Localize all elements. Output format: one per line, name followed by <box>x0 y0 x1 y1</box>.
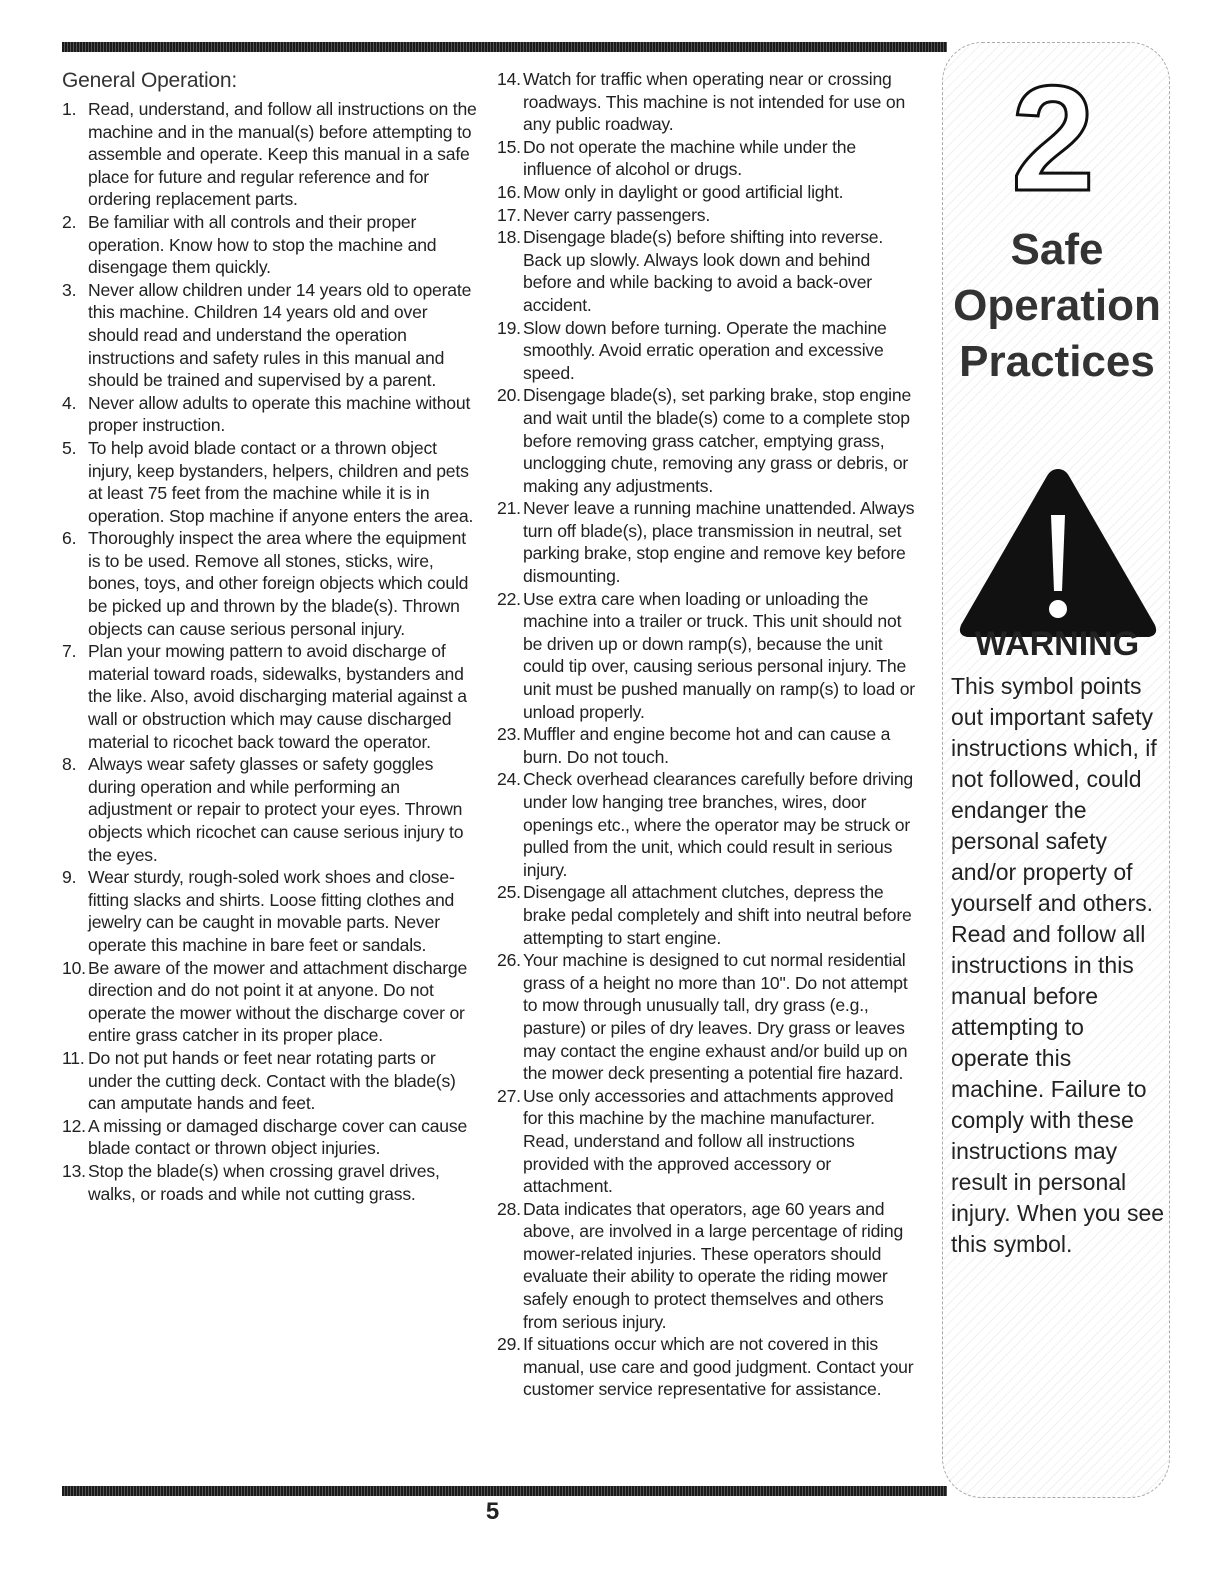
item-text: Data indicates that operators, age 60 years and above, are involved in a large percentage of riding mower-related injuries. These operators should evaluate their ability to operate the riding mower safely enough to protect themselves and others from serious injury. <box>523 1198 904 1332</box>
list-item <box>497 723 915 768</box>
item-number: 27. <box>497 1085 521 1106</box>
list-item <box>62 640 482 753</box>
item-number: 3. <box>62 279 77 300</box>
item-text: If situations occur which are not covered in this manual, use care and good judgment. Contact your customer service representative for assistance. <box>523 1334 914 1400</box>
list-item <box>62 211 482 279</box>
item-text: Be aware of the mower and attachment discharge direction and do not point it at anyone. Do not operate the mower without the discharge cover or entire grass catcher in its proper place. <box>88 957 468 1046</box>
item-number: 21. <box>497 498 521 519</box>
item-number: 25. <box>497 882 521 903</box>
list-item <box>497 1198 915 1334</box>
item-number: 2. <box>62 211 77 232</box>
item-text: Muffler and engine become hot and can cause a burn. Do not touch. <box>523 724 891 767</box>
item-number: 11. <box>62 1047 85 1068</box>
list-item <box>497 68 915 136</box>
list-item <box>62 1115 482 1160</box>
item-number: 5. <box>62 437 77 458</box>
item-number: 15. <box>497 136 521 157</box>
item-text: Mow only in daylight or good artificial light. <box>523 181 844 202</box>
item-number: 9. <box>62 867 77 888</box>
item-number: 26. <box>497 950 521 971</box>
item-text: Your machine is designed to cut normal residential grass of a height no more than 10". Do not attempt to mow through unusually tall, dry grass (e.g., pasture) or piles of dry leaves. Dry grass or leaves may contact the engine exhaust and/or build up on the mower deck presenting a potential fire hazard. <box>523 950 908 1084</box>
item-text: Be familiar with all controls and their proper operation. Know how to stop the machine and disengage them quickly. <box>88 211 437 278</box>
item-text: Read, understand, and follow all instructions on the machine and in the manual(s) before attempting to assemble and operate. Keep this manual in a safe place for future and regular reference and for ordering replacement parts. <box>88 99 477 210</box>
warning-text: This symbol points out important safety instructions which, if not followed, could endanger the personal safety and/or property of yourself and others. Read and follow all instructions in this manual before attempting to operate this machine. Failure to comply with these instructions may result in personal injury. When you see this symbol. <box>951 673 1165 1257</box>
list-item <box>497 317 915 385</box>
item-number: 12. <box>62 1115 86 1136</box>
item-text: Never allow children under 14 years old to operate this machine. Children 14 years old and over should read and understand the operation instructions and safety rules in this manual and should be trained and supervised by a parent. <box>88 279 472 391</box>
item-number: 16. <box>497 181 521 202</box>
item-number: 18. <box>497 227 521 248</box>
list-item <box>497 136 915 181</box>
item-text: Watch for traffic when operating near or crossing roadways. This machine is not intended for use on any public roadway. <box>523 69 906 135</box>
list-item <box>497 497 915 587</box>
list-item <box>497 1085 915 1198</box>
instruction-list-right <box>497 68 915 1401</box>
chapter-title-line3: Practices <box>959 337 1155 386</box>
item-text: Disengage all attachment clutches, depress the brake pedal completely and shift into neutral before attempting to start engine. <box>523 882 912 948</box>
list-item <box>497 226 915 316</box>
item-number: 14. <box>497 69 521 89</box>
item-text: Stop the blade(s) when crossing gravel drives, walks, or roads and while not cutting grass. <box>88 1160 440 1204</box>
item-number: 6. <box>62 528 77 549</box>
item-number: 4. <box>62 392 77 413</box>
item-number: 1. <box>62 99 77 119</box>
chapter-title-line1: Safe <box>1010 225 1104 274</box>
item-text: Do not put hands or feet near rotating parts or under the cutting deck. Contact with the blade(s) can amputate hands and feet. <box>88 1047 456 1114</box>
list-item <box>497 181 915 204</box>
list-item <box>62 527 482 640</box>
instruction-list-left <box>62 98 482 1205</box>
item-number: 20. <box>497 385 521 406</box>
item-text: Disengage blade(s), set parking brake, stop engine and wait until the blade(s) come to a complete stop before removing grass catcher, emptying grass, unclogging chute, removing any grass or debris, or making any adjustments. <box>523 385 912 496</box>
list-item <box>497 588 915 724</box>
item-text: Slow down before turning. Operate the machine smoothly. Avoid erratic operation and excessive speed. <box>523 317 887 383</box>
list-item <box>62 753 482 866</box>
item-text: Never leave a running machine unattended. Always turn off blade(s), place transmission in neutral, set parking brake, stop engine and remove key before dismounting. <box>523 498 915 587</box>
warning-triangle-icon <box>955 463 1161 643</box>
list-item <box>497 204 915 227</box>
section-heading: General Operation: <box>62 69 238 92</box>
warning-heading: WARNING <box>974 625 1140 663</box>
bottom-rule <box>62 1486 947 1496</box>
item-number: 8. <box>62 754 77 775</box>
item-text: Check overhead clearances carefully before driving under low hanging tree branches, wires, door openings etc., where the operator may be struck or pulled from the unit, which could result in serious injury. <box>523 769 913 880</box>
list-item <box>62 866 482 956</box>
item-text: Never carry passengers. <box>523 204 711 225</box>
left-column <box>62 68 482 1205</box>
list-item <box>62 392 482 437</box>
item-text: Do not operate the machine while under the influence of alcohol or drugs. <box>523 136 856 180</box>
item-number: 13. <box>62 1160 86 1181</box>
item-number: 22. <box>497 588 521 609</box>
item-text: Wear sturdy, rough-soled work shoes and close-fitting slacks and shirts. Loose fitting clothes and jewelry can be caught in movable parts. Never operate this machine in bare feet or sandals. <box>88 867 455 955</box>
item-text: Always wear safety glasses or safety goggles during operation and while performing an adjustment or repair to protect your eyes. Thrown objects which ricochet can cause serious injury to the eyes. <box>88 754 464 865</box>
item-text: To help avoid blade contact or a thrown object injury, keep bystanders, helpers, children and pets at least 75 feet from the machine while it is in operation. Stop machine if anyone enters the area. <box>88 437 474 526</box>
list-item <box>497 768 915 881</box>
item-text: Use only accessories and attachments approved for this machine by the machine manufacturer. Read, understand and follow all instructions provided with the approved accessory or attachment. <box>523 1085 894 1197</box>
item-text: Use extra care when loading or unloading the machine into a trailer or truck. This unit should not be driven up or down ramp(s), because the unit could tip over, causing serious personal injury. The unit must be pushed manually on ramp(s) to load or unload properly. <box>523 588 915 722</box>
list-item <box>497 949 915 1085</box>
item-number: 19. <box>497 317 521 338</box>
chapter-sidebar <box>942 42 1170 1498</box>
list-item <box>62 1160 482 1205</box>
list-item <box>62 279 482 392</box>
item-number: 24. <box>497 769 521 790</box>
page-number: 5 <box>485 1498 500 1525</box>
item-number: 29. <box>497 1334 521 1355</box>
middle-column <box>497 68 915 1401</box>
item-number: 23. <box>497 724 521 745</box>
list-item <box>62 1047 482 1115</box>
list-item <box>497 384 915 497</box>
item-number: 10. <box>62 957 86 978</box>
item-text: Thoroughly inspect the area where the equipment is to be used. Remove all stones, sticks, wire, bones, toys, and other foreign objects which could be picked up and thrown by the blade(s). Thrown objects can cause serious personal injury. <box>88 528 469 639</box>
item-text: A missing or damaged discharge cover can cause blade contact or thrown object injuries. <box>88 1115 468 1159</box>
item-text: Never allow adults to operate this machine without proper instruction. <box>88 392 471 436</box>
list-item <box>497 1333 915 1401</box>
list-item <box>62 98 482 211</box>
list-item <box>62 437 482 527</box>
top-rule <box>62 42 947 52</box>
item-number: 7. <box>62 641 77 662</box>
item-text: Disengage blade(s) before shifting into reverse. Back up slowly. Always look down and behind before and while backing to avoid a back-over accident. <box>523 227 884 315</box>
item-number: 17. <box>497 204 521 225</box>
item-number: 28. <box>497 1198 521 1219</box>
chapter-title-line2: Operation <box>953 281 1161 330</box>
list-item <box>497 881 915 949</box>
chapter-number: 2 <box>1011 54 1095 222</box>
item-text: Plan your mowing pattern to avoid discharge of material toward roads, sidewalks, bystanders and the like. Also, avoid discharging material against a wall or obstruction which may cause discharged material to ricochet back toward the operator. <box>88 641 467 752</box>
list-item <box>62 957 482 1047</box>
